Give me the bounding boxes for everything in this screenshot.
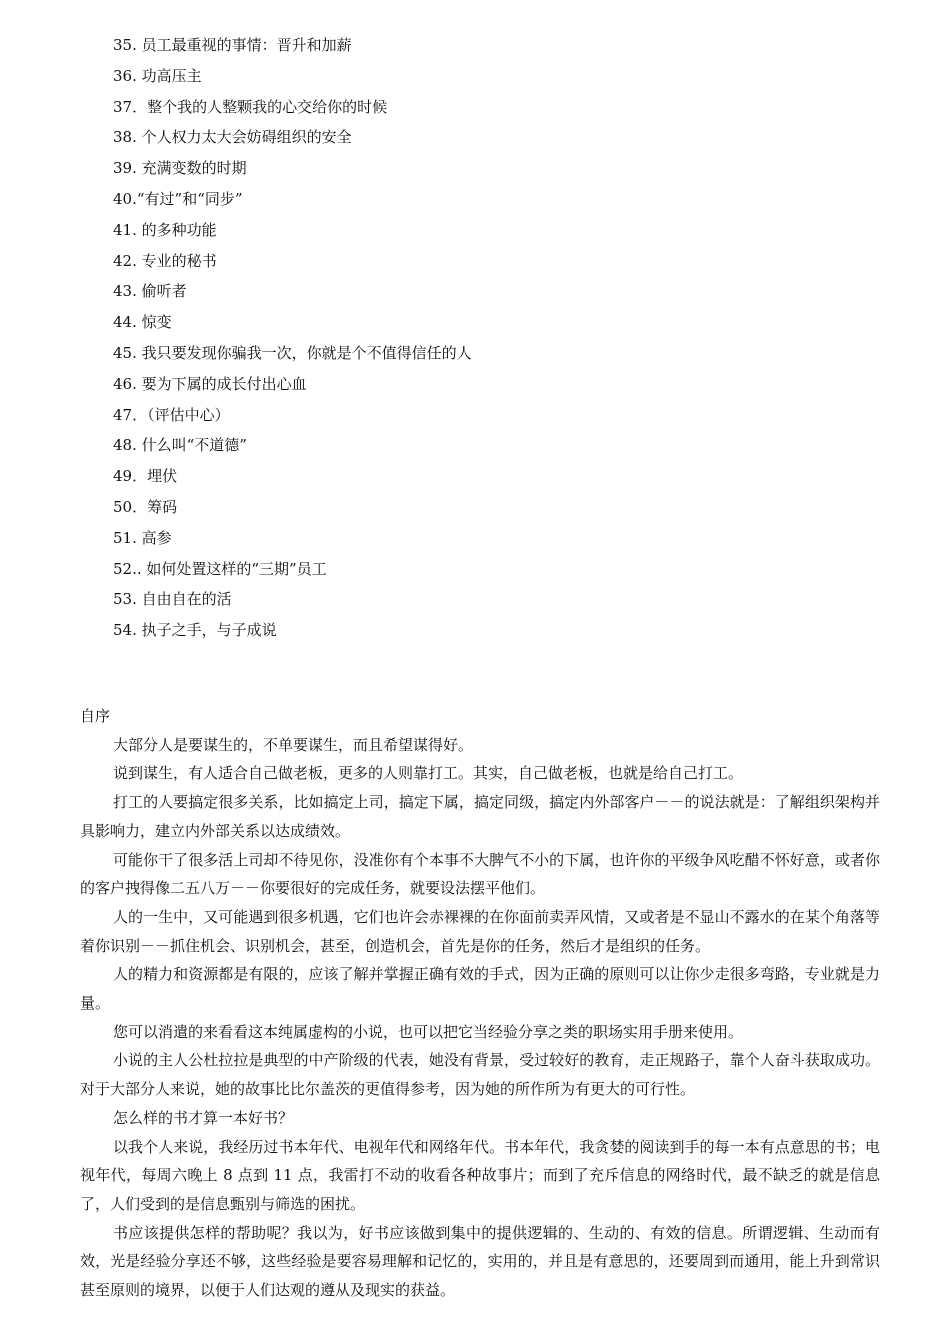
toc-item: 46. 要为下属的成长付出心血 [113,374,307,393]
toc-item: 54. 执子之手，与子成说 [113,621,277,640]
preface-section [80,702,880,1305]
preface-paragraph: 打工的人要搞定很多关系，比如搞定上司，搞定下属，搞定同级，搞定内外部客户－－的说法就是：了解组织架构并具影响力，建立内外部关系以达成绩效。 [80,793,880,840]
preface-paragraph: 人的一生中，又可能遇到很多机遇，它们也许会赤裸裸的在你面前卖弄风情，又或者是不显山不露水的在某个角落等着你识别－－抓住机会、识别机会，甚至，创造机会，首先是你的任务，然后才是组织的任务。 [80,907,880,955]
toc-item: 48. 什么叫“不道德” [113,436,247,455]
toc-item: 44. 惊变 [113,313,172,332]
toc-item: 50．筹码 [113,497,178,516]
table-of-contents [113,30,472,646]
preface-paragraph: 说到谋生，有人适合自己做老板，更多的人则靠打工。其实，自己做老板，也就是给自己打工。 [113,764,744,783]
preface-paragraph: 书应该提供怎样的帮助呢？我以为，好书应该做到集中的提供逻辑的、生动的、有效的信息。所谓逻辑、生动而有效，光是经验分享还不够，这些经验是要容易理解和记忆的，实用的，并且是有意思的，还要周到而通用，能上升到常识甚至原则的境界，以便于人们达观的遵从及现实的获益。 [80,1223,880,1300]
preface-paragraph: 怎么样的书才算一本好书？ [113,1108,294,1127]
toc-item: 37．整个我的人整颗我的心交给你的时候 [113,97,388,116]
toc-item: 36. 功高压主 [113,66,202,85]
toc-item: 53. 自由自在的活 [113,590,232,609]
toc-item: 45. 我只要发现你骗我一次，你就是个不值得信任的人 [113,343,472,362]
toc-item: 49．埋伏 [113,467,178,486]
toc-item: 47．（评估中心） [113,405,230,424]
preface-paragraph: 大部分人是要谋生的，不单要谋生，而且希望谋得好。 [113,735,474,754]
preface-paragraph: 可能你干了很多活上司却不待见你，没准你有个本事不大脾气不小的下属，也许你的平级争风吃醋不怀好意，或者你的客户拽得像二五八万－－你要很好的完成任务，就要设法摆平他们。 [80,850,880,898]
toc-item: 35. 员工最重视的事情：晋升和加薪 [113,36,352,54]
toc-item: 40.“有过”和“同步” [113,189,243,208]
toc-item: 43. 偷听者 [113,282,187,301]
toc-item: 38. 个人权力太大会妨碍组织的安全 [113,128,352,147]
preface-paragraph: 您可以消遣的来看看这本纯属虚构的小说，也可以把它当经验分享之类的职场实用手册来使用。 [113,1022,744,1041]
toc-item: 52.. 如何处置这样的“三期”员工 [113,559,327,578]
preface-paragraph: 小说的主人公杜拉拉是典型的中产阶级的代表，她没有背景，受过较好的教育，走正规路子，靠个人奋斗获取成功。对于大部分人来说，她的故事比比尔盖茨的更值得参考，因为她的所作所为有更大的可行性。 [80,1051,880,1099]
preface-paragraph: 以我个人来说，我经历过书本年代、电视年代和网络年代。书本年代，我贪婪的阅读到手的每一本有点意思的书；电视年代，每周六晚上 8 点到 11 点，我雷打不动的收看各种故事片；而到了充斥信息的网络时代，最不缺乏的就是信息了，人们受到的是信息甄别与筛选的困扰。 [80,1137,880,1213]
preface-paragraph: 人的精力和资源都是有限的，应该了解并掌握正确有效的手式，因为正确的原则可以让你少走很多弯路，专业就是力量。 [80,965,880,1013]
toc-item: 51. 高参 [113,528,172,547]
toc-item: 42. 专业的秘书 [113,251,217,270]
toc-item: 41. 的多种功能 [113,220,217,239]
toc-item: 39. 充满变数的时期 [113,159,247,178]
preface-heading: 自序 [80,707,111,725]
